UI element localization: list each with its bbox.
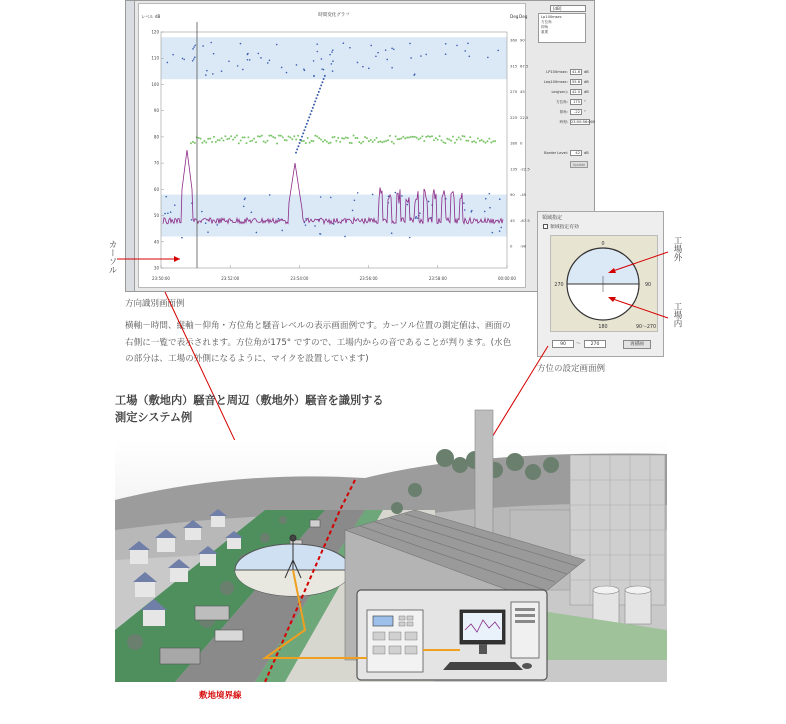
left-tick-label: 40 [153,239,159,245]
right-tick-label-a: 180 [510,140,518,146]
x-tick-label: 23:56:00 [359,276,378,281]
left-tick-label: 70 [153,160,159,166]
angle-270-label: 270 [554,283,564,288]
angle-0-label: 0 [601,242,605,247]
left-tick-label: 30 [153,265,159,271]
param-value: 23:50:56:000 [571,120,596,124]
unit-select[interactable]: [dB] [550,5,586,12]
angle-180-label: 180 [598,325,608,330]
range-separator: ～ [576,341,582,347]
inside-pointer-line [610,298,668,318]
boundary-line-label: 敷地境界線 [199,691,242,701]
param-value: 55.6 [571,80,580,84]
legend-item: 仰角 [541,25,549,29]
redraw-button[interactable]: 再描画 [623,340,651,349]
factory-outside-text: 工場外 [672,236,682,262]
factory-chimney [475,410,493,540]
right-tick-label-a: 270 [510,89,518,94]
left-tick-label: 110 [151,55,159,61]
right-axis-label-a: Deg [510,14,519,19]
right-tick-label-b: 90 [520,37,525,43]
right-tick-label-a: 0 [510,243,513,249]
right-tick-label-a: 135 [510,166,518,172]
left-tick-label: 50 [153,213,159,219]
param-unit: dB [584,90,589,94]
param-value: 175 [570,99,582,105]
param-label: Leq(sec): [551,90,568,94]
param-value: -22 [570,109,582,115]
analyzer-display [373,616,393,626]
right-tick-label-b: 67.5 [520,63,529,69]
pc-keyboard [443,662,523,670]
right-tick-label-a: 45 [510,217,515,223]
param-value: 42.0 [571,90,580,94]
right-tick-label-a: 315 [510,63,518,69]
legend-item: 方位角 [541,20,552,24]
from-angle-input[interactable]: 90 [552,340,574,348]
factory-measurement-illustration [115,410,667,682]
checkbox-label: 領域指定有効 [550,225,579,230]
right-tick-label-b: -22.5 [520,166,530,172]
description-text: 横軸－時間、縦軸－仰角・方位角と騒音レベルの表示画面例です。カーソル位置の測定値は、画面の右側に一覧で表示されます。方位角が175° ですので、工場内からの音であることが判ります。(水色の部分は、工場の外側になるように、マイクを設置しています) [125,321,512,364]
outside-pointer-line [610,252,668,272]
left-tick-label: 80 [153,134,159,140]
chart-title: 時間変化グラフ [318,13,350,18]
range-label: 90～270 [635,325,657,330]
update-button[interactable]: Update [570,161,588,168]
angle-90-label: 90 [644,283,652,288]
x-tick-label: 00:00:00 [498,276,516,281]
param-label: Leq100msec: [543,80,568,84]
param-label: 仰角: [559,110,568,114]
param-unit: ° [584,110,586,114]
cursor-pointer-arrow [174,256,180,262]
right-axis-label-b: Deg [519,14,528,19]
x-tick-label: 23:52:00 [221,276,240,281]
border-level-label: Border Level: [544,151,568,155]
left-axis-label: レベル dB [141,14,161,19]
direction-settings-title: 領域指定 [542,215,563,221]
right-tick-label-b: 22.5 [520,114,529,120]
border-level-unit: dB [584,151,589,155]
to-angle-input[interactable]: 270 [584,340,606,348]
param-unit: dB [584,80,589,84]
right-tick-label-b: 0 [520,140,523,146]
param-label: 時刻: [559,120,568,124]
left-tick-label: 90 [153,108,159,114]
x-tick-label: 23:58:00 [428,276,447,281]
pc-tower-slots [515,608,535,623]
section-title-line1: 工場（敷地内）騒音と周辺（敷地外）騒音を識別する [115,394,384,407]
left-tick-label: 120 [151,29,159,35]
param-label: 方位角: [556,100,568,104]
right-tick-label-b: -45 [520,192,527,197]
legend-item: Lp100msec [541,15,562,19]
x-tick-label: 23:54:00 [290,276,309,281]
left-tick-label: 60 [153,186,159,192]
right-tick-label-b: 45 [520,89,525,94]
param-value: 41.6 [571,70,580,74]
pc-monitor-stand [479,644,487,654]
factory-inside-text: 工場内 [672,302,682,328]
settings-screen-caption: 方位の設定画面例 [537,364,606,374]
param-unit: dB [584,70,589,74]
left-tick-label: 100 [151,81,159,87]
right-tick-label-a: 360 [510,37,518,43]
right-tick-label-b: -67.5 [520,217,530,223]
param-label: LP100msec: [546,70,568,74]
param-unit: ° [584,100,586,104]
border-level-input[interactable]: 42 [570,150,582,156]
direction-screen-caption: 方向識別画面例 [125,299,185,309]
outside-pointer-arrow [608,268,616,273]
legend-item: 重要 [541,30,549,34]
x-tick-label: 23:50:00 [152,276,170,281]
section-title-line2: 測定システム例 [115,411,193,424]
pc-mouse [522,663,532,669]
right-tick-label-b: -90 [520,243,527,249]
cursor-label-text: カーソル [107,240,117,274]
right-tick-label-a: 225 [510,114,518,120]
right-tick-label-a: 90 [510,192,515,197]
